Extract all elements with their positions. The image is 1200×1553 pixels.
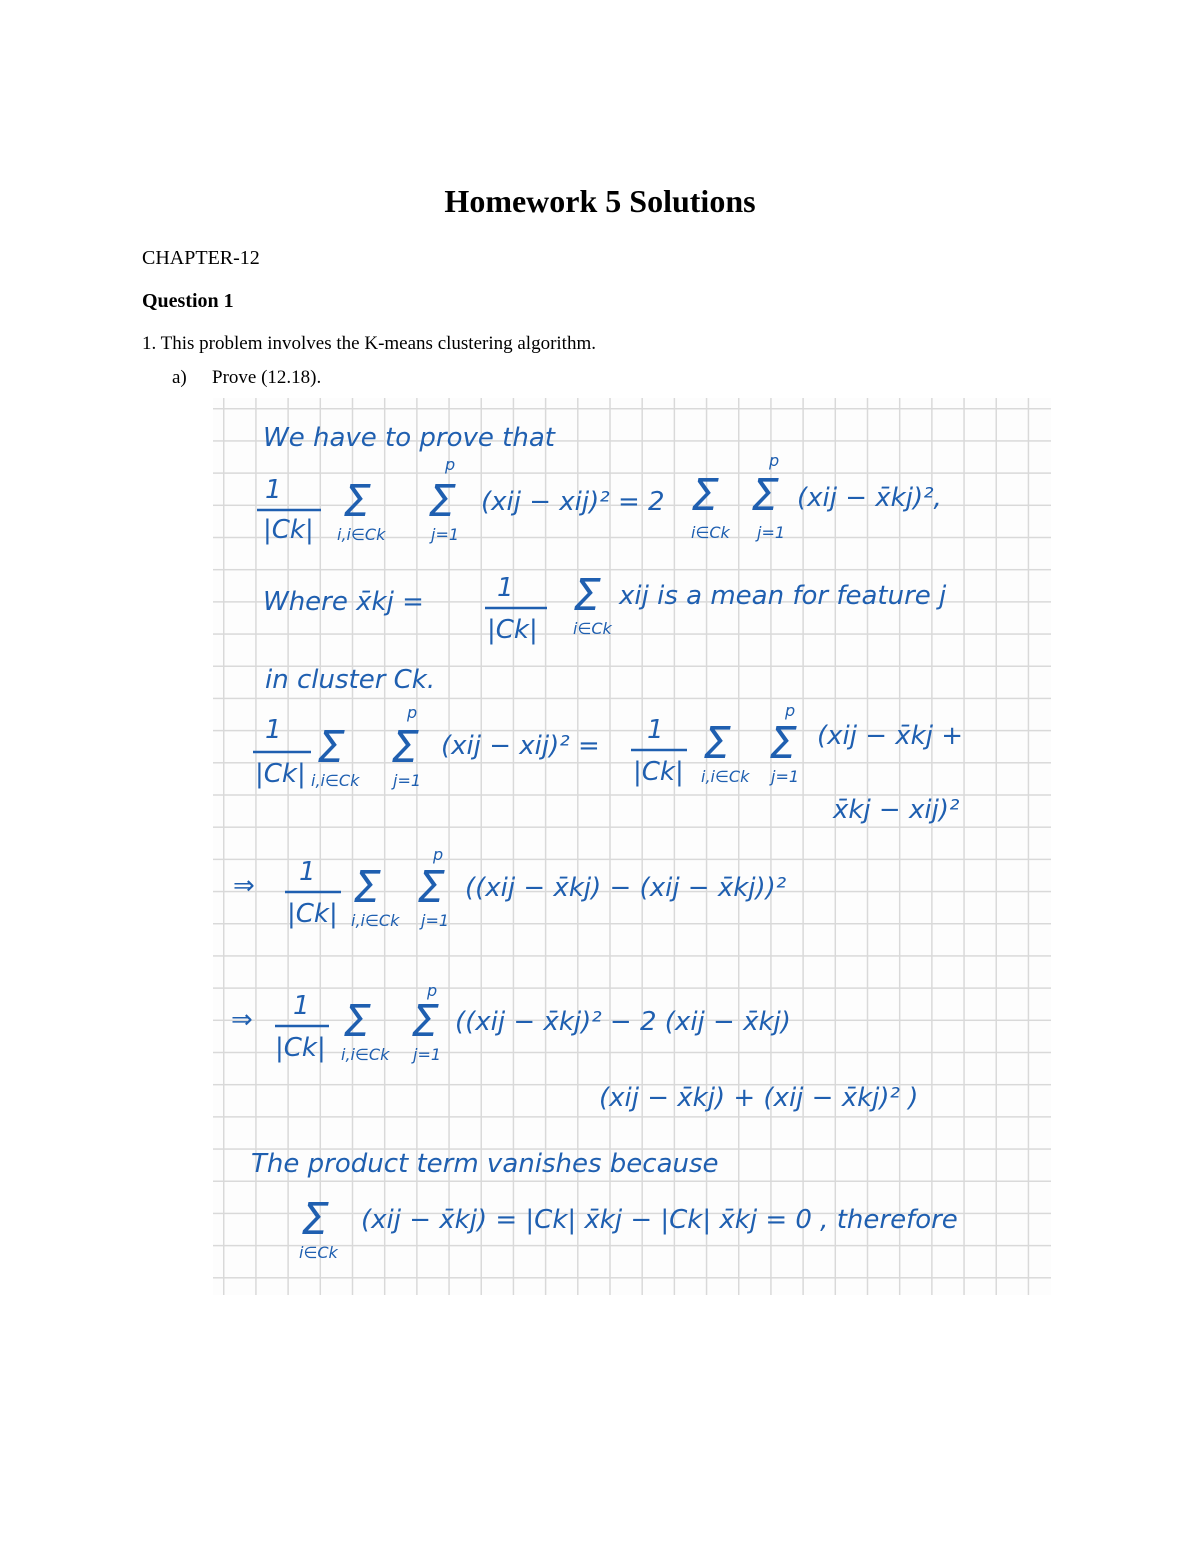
svg-text:⇒: ⇒ [233, 871, 255, 901]
svg-text:x̄kj − xij)²: x̄kj − xij)² [833, 795, 960, 825]
svg-text:1: 1 [265, 475, 282, 505]
svg-text:j=1: j=1 [393, 771, 422, 790]
handwritten-solution [213, 398, 1051, 1295]
svg-text:i∈Ck: i∈Ck [691, 523, 730, 542]
svg-text:1: 1 [647, 715, 664, 745]
svg-text:j=1: j=1 [757, 523, 786, 542]
handwritten-solution-grid [213, 398, 1051, 1295]
svg-text:i,i∈Ck: i,i∈Ck [341, 1045, 390, 1064]
svg-text:1: 1 [497, 573, 514, 603]
svg-text:j=1: j=1 [431, 525, 460, 544]
svg-text:Σ: Σ [411, 996, 439, 1047]
hw-equation-1 [257, 451, 942, 545]
part-label: a) [172, 367, 187, 388]
svg-text:Where x̄kj =: Where x̄kj = [263, 587, 424, 617]
question-heading: Question 1 [142, 290, 234, 312]
chapter-heading: CHAPTER-12 [142, 247, 260, 269]
svg-text:(xij − x̄kj) + (xij − x̄kj)² ): (xij − x̄kj) + (xij − x̄kj)² ) [599, 1083, 919, 1113]
svg-text:Σ: Σ [703, 718, 731, 769]
hw-line-product-term: The product term vanishes because [251, 1149, 719, 1179]
svg-text:j=1: j=1 [421, 911, 450, 930]
hw-equation-5 [299, 1194, 958, 1262]
svg-text:Σ: Σ [428, 476, 456, 527]
svg-text:p: p [433, 845, 444, 864]
svg-text:(xij − x̄kj)²,: (xij − x̄kj)², [797, 483, 942, 513]
svg-text:1: 1 [293, 991, 310, 1021]
svg-text:|Ck|: |Ck| [263, 515, 314, 545]
document-title: Homework 5 Solutions [444, 183, 756, 219]
hw-line-in-cluster: in cluster Ck. [265, 665, 436, 695]
svg-text:p: p [785, 701, 796, 720]
svg-text:j=1: j=1 [413, 1045, 442, 1064]
svg-text:(xij − xij)² =: (xij − xij)² = [441, 731, 600, 761]
svg-text:Σ: Σ [391, 722, 419, 773]
svg-text:Σ: Σ [691, 470, 719, 521]
svg-text:1: 1 [299, 857, 316, 887]
svg-text:i,i∈Ck: i,i∈Ck [351, 911, 400, 930]
svg-text:((xij − x̄kj)² − 2 (xij − x̄kj: ((xij − x̄kj)² − 2 (xij − x̄kj) [455, 1007, 791, 1037]
problem-statement: 1. This problem involves the K-means clustering algorithm. [142, 333, 596, 354]
hw-equation-3 [233, 845, 786, 930]
svg-text:(xij − x̄kj +: (xij − x̄kj + [817, 721, 964, 751]
part-a [172, 367, 321, 389]
svg-text:p: p [427, 981, 438, 1000]
svg-text:((xij − x̄kj) − (xij − x̄kj))²: ((xij − x̄kj) − (xij − x̄kj))² [465, 873, 787, 903]
svg-text:Σ: Σ [301, 1194, 329, 1245]
svg-text:i,i∈Ck: i,i∈Ck [701, 767, 750, 786]
svg-text:i∈Ck: i∈Ck [299, 1243, 338, 1262]
svg-text:Σ: Σ [573, 570, 601, 621]
svg-text:j=1: j=1 [771, 767, 800, 786]
svg-text:|Ck|: |Ck| [287, 899, 338, 929]
svg-text:p: p [445, 455, 456, 474]
svg-text:(xij − x̄kj) = |Ck| x̄kj − |Ck: (xij − x̄kj) = |Ck| x̄kj − |Ck| x̄kj = 0 , therefore [361, 1205, 958, 1235]
svg-text:Σ: Σ [343, 476, 371, 527]
svg-text:(xij − xij)² = 2: (xij − xij)² = 2 [481, 487, 665, 517]
svg-text:p: p [769, 451, 780, 470]
svg-text:⇒: ⇒ [231, 1005, 253, 1035]
svg-text:|Ck|: |Ck| [255, 759, 306, 789]
svg-text:Σ: Σ [353, 862, 381, 913]
svg-text:i,i∈Ck: i,i∈Ck [337, 525, 386, 544]
svg-text:Σ: Σ [343, 996, 371, 1047]
svg-text:i∈Ck: i∈Ck [573, 619, 612, 638]
hw-equation-2 [253, 701, 963, 825]
part-text: Prove (12.18). [212, 367, 322, 388]
svg-text:p: p [407, 703, 418, 722]
svg-text:|Ck|: |Ck| [487, 615, 538, 645]
svg-text:i,i∈Ck: i,i∈Ck [311, 771, 360, 790]
svg-text:|Ck|: |Ck| [275, 1033, 326, 1063]
hw-equation-4 [231, 981, 918, 1113]
svg-text:Σ: Σ [317, 722, 345, 773]
hw-line-prove-that: We have to prove that [263, 423, 555, 453]
svg-text:Σ: Σ [417, 862, 445, 913]
svg-text:Σ: Σ [769, 718, 797, 769]
svg-text:xij is a mean for feature j: xij is a mean for feature j [619, 581, 947, 611]
hw-line-where [263, 570, 947, 645]
svg-text:|Ck|: |Ck| [633, 757, 684, 787]
svg-text:1: 1 [265, 715, 282, 745]
svg-text:Σ: Σ [751, 470, 779, 521]
